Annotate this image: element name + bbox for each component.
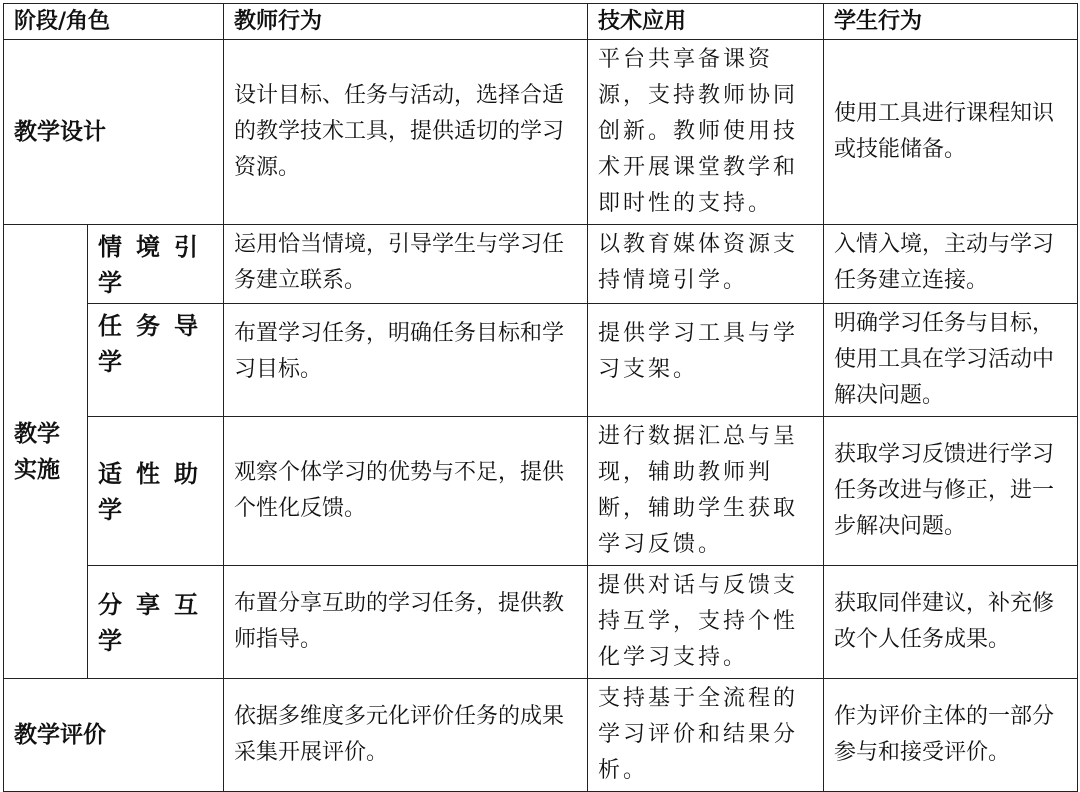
header-student: 学生行为 xyxy=(824,4,1078,40)
table-row xyxy=(4,225,1078,304)
tech-cell: 平台共享备课资源，支持教师协同创新。教师使用技术开展课堂教学和即时性的支持。 xyxy=(588,40,824,225)
stage-cell: 教学设计 xyxy=(4,40,224,225)
tech-cell: 以教育媒体资源支持情境引学。 xyxy=(588,225,824,304)
header-teacher: 教师行为 xyxy=(224,4,588,40)
header-tech: 技术应用 xyxy=(588,4,824,40)
table-row xyxy=(4,304,1078,417)
substage-cell: 情境引学 xyxy=(88,225,224,304)
teaching-stage-table xyxy=(3,3,1078,792)
table-row xyxy=(4,40,1078,225)
student-cell: 明确学习任务与目标，使用工具在学习活动中解决问题。 xyxy=(824,304,1078,417)
teacher-cell: 布置学习任务，明确任务目标和学习目标。 xyxy=(224,304,588,417)
teacher-cell: 观察个体学习的优势与不足，提供个性化反馈。 xyxy=(224,417,588,566)
student-cell: 获取同伴建议，补充修改个人任务成果。 xyxy=(824,566,1078,679)
stage-cell: 教学评价 xyxy=(4,679,224,792)
teacher-cell: 布置分享互助的学习任务，提供教师指导。 xyxy=(224,566,588,679)
student-cell: 入情入境，主动与学习任务建立连接。 xyxy=(824,225,1078,304)
student-cell: 获取学习反馈进行学习任务改进与修正，进一步解决问题。 xyxy=(824,417,1078,566)
tech-cell: 支持基于全流程的学习评价和结果分析。 xyxy=(588,679,824,792)
tech-cell: 进行数据汇总与呈现，辅助教师判断，辅助学生获取学习反馈。 xyxy=(588,417,824,566)
substage-cell: 适性助学 xyxy=(88,417,224,566)
student-cell: 作为评价主体的一部分参与和接受评价。 xyxy=(824,679,1078,792)
substage-cell: 任务导学 xyxy=(88,304,224,417)
header-stage-role: 阶段/角色 xyxy=(4,4,224,40)
table-header-row xyxy=(4,4,1078,40)
tech-cell: 提供对话与反馈支持互学，支持个性化学习支持。 xyxy=(588,566,824,679)
teacher-cell: 设计目标、任务与活动，选择合适的教学技术工具，提供适切的学习资源。 xyxy=(224,40,588,225)
table-row xyxy=(4,566,1078,679)
table-row xyxy=(4,417,1078,566)
table-row xyxy=(4,679,1078,792)
tech-cell: 提供学习工具与学习支架。 xyxy=(588,304,824,417)
student-cell: 使用工具进行课程知识或技能储备。 xyxy=(824,40,1078,225)
stage-cell: 教学实施 xyxy=(4,225,88,679)
teacher-cell: 依据多维度多元化评价任务的成果采集开展评价。 xyxy=(224,679,588,792)
teacher-cell: 运用恰当情境，引导学生与学习任务建立联系。 xyxy=(224,225,588,304)
substage-cell: 分享互学 xyxy=(88,566,224,679)
